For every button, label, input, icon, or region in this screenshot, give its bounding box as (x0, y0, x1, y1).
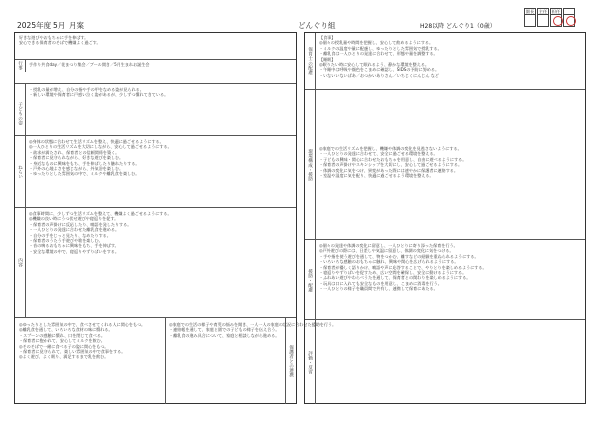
content-label: 内容 (15, 208, 26, 318)
right-low-label: 援助・配慮 (305, 240, 316, 320)
fiscal-year: 2025年度 (17, 21, 52, 30)
bottom-mid-text: ◎家庭での生活の様子や育児の悩みを聞き、一人一人の家庭の状況に合わせた援助を行う。 ・連絡帳を通して、家庭と園での子どもの様子を伝え合う。 ・離乳食の進み具合について、家庭と相談しながら進める。 (169, 322, 337, 338)
events-text: 手作り共食day／花まつり集会／ブール開き／5月生まれお誕生会 (29, 62, 150, 67)
right-panel (304, 32, 586, 404)
stamp-box-teacher (550, 8, 562, 27)
seal-stamp-icon (566, 16, 576, 26)
events-label: 行事 (15, 60, 26, 72)
content-text: ◎食事時間に、少しずつ生活リズムを整えて、機嫌よく過ごせるようにする。 ◎機嫌の良い時にうつ伏せ遊びや寝返りを促す。 ・保育者の声掛けに反応したり、喃語を発したりする。 ・一人ひとりの発達に合わせた離乳食を進める。 ・自分の手をじっと見たり、なめたりする。 ・保育者のうたう手遊びや歌を楽しむ。 ・音の鳴るおもちゃに興味をもち、手を伸ばす。 ・安全な環境の中で、寝返りやずりばいをする。 (29, 211, 172, 254)
stamp-label: 主任 (538, 9, 548, 14)
right-top-text: 【食事】 ◎個々の授乳量や時間を把握し、安心して飲めるようにする。 ・ミルクの温度や量に配慮し、ゆったりとした雰囲気で授乳する。 ・離乳食は一人ひとりの発達に合わせて、形態や量を調整する。 【睡眠】 ◎眠りたい時に安心して眠れるよう、静かな環境を整える。 ・午睡中は呼吸や顔色をこまめに確認し、SIDSの予防に努める。 ・いないいないばあ／おつかいありさん／いちじくにんじん など (319, 35, 442, 78)
bottom-left-text: ◎ゆったりとした雰囲気の中で、食べさせてくれる人に関心をもつ。 ◎離乳食を通して、いろいろな食材の味に慣れる。 ・スプーンの感触に慣れ、口を閉じて食べる。 ・保育者に抱かれて、安心してミルクを飲む。 ◎そのそばで一緒に食べる子の姿に関心をもつ。 ・保育者に見守られて、楽しい雰囲気の中で食事をする。 ◎よく遊び、よく眠り、満足するまで乳を飲む。 (19, 322, 146, 360)
right-mid-text: ◎家庭での生活リズムを把握し、機嫌や体調の変化を見逃さないようにする。 ・一人ひとりの発達に合わせて、安全に過ごせる環境を整える。 ・子どもの興味・関心に合わせたおもちゃを用意し、自由に遊べるようにする。 ・保育者の声掛けやスキンシップを大切にし、安心して過ごせるようにする。 ・体調の変化に気をつけ、異変があった際には速やかに保護者に連絡する。 ・室温や湿度に気を配り、快適に過ごせるよう環境を整える。 (319, 146, 467, 179)
stamp-box-extra (563, 8, 575, 27)
plan-type: 月案 (69, 21, 84, 30)
goal-text: 好きな遊びやおもちゃに手を伸ばす。 安心できる保育者のそばで機嫌よく過ごす。 (19, 35, 101, 46)
right-eval-row (305, 319, 585, 404)
child-label: 子どもの姿 (15, 84, 26, 142)
aims-row (15, 135, 296, 208)
stamp-label: 担任 (551, 9, 561, 14)
class-name: どんぐり組 (298, 21, 336, 30)
stamp-label-empty (564, 9, 574, 15)
right-low-row (305, 239, 585, 320)
seal-stamp-icon (553, 16, 563, 26)
aims-text: ◎身体の状態に合わせて生活リズムを整え、快適に過ごせるようにする。 ◎一人ひとりの生活リズムを大切にしながら、安心して過ごせるようにする。 ・欲求が満たされ、保育者との信頼関係を築く。 ・保育者に見守られながら、好きな遊びを楽しむ。 ・身近なものに興味をもち、手を伸ばしたり触れたりする。 ・戸外の心地よさを感じながら、外気浴を楽しむ。 ・ゆったりとした雰囲気の中で、ミルクや離乳食を楽しむ。 (29, 139, 172, 177)
right-mid-label: 環境構成・援助 (305, 90, 316, 240)
right-top-label: 保育士の配慮 (305, 33, 316, 89)
stamp-label: 園長 (525, 9, 535, 14)
bottom-mid-label: 保護者との連携 (285, 318, 296, 404)
child-row (15, 83, 296, 142)
class-detail: H28以降 どんぐり1（0歳） (420, 23, 496, 30)
bottom-divider (165, 318, 166, 404)
right-top-row (305, 33, 585, 89)
stamp-box-chief (537, 8, 549, 27)
right-low-text: ◎個々の発達や体調の変化に留意し、一人ひとりに寄り添った保育を行う。 ◎戸外遊びの際には、日差しや気温に留意し、体調の変化に気をつける。 ・手や指を使う遊びを通して、物をつかむ、離すなどの経験を重ねられるようにする。 ・いろいろな感触のおもちゃに触れ、興味や関心を広げられるようにする。 ・保育者が優しく語りかけ、喃語や声に応答することで、やりとりを楽しめるようにする。 ・寝返りやずりばいを促すため、広い空間を確保し、安全に動けるようにする。 ・ふれあい遊びやわらべうたを通して、保育者との関わりを楽しめるようにする。 ・玩具は口に入れても安全なものを用意し、こまめに消毒を行う。 ・一人ひとりの様子を職員間で共有し、連携して保育にあたる。 (319, 243, 487, 292)
child-text: ・授乳の量が増え、自分の指や手の甲をなめる姿が見られる。 ・新しい環境や保育者に戸惑い泣く姿があるが、少しずつ慣れてきている。 (29, 87, 169, 98)
stamp-box-principal (524, 8, 536, 27)
right-mid-row (305, 89, 585, 240)
content-row (15, 207, 296, 318)
events-row (15, 59, 296, 72)
month: 5月 (53, 21, 66, 30)
aims-label: ねらい (15, 136, 26, 208)
right-eval-label: 評価・反省 (305, 320, 316, 404)
